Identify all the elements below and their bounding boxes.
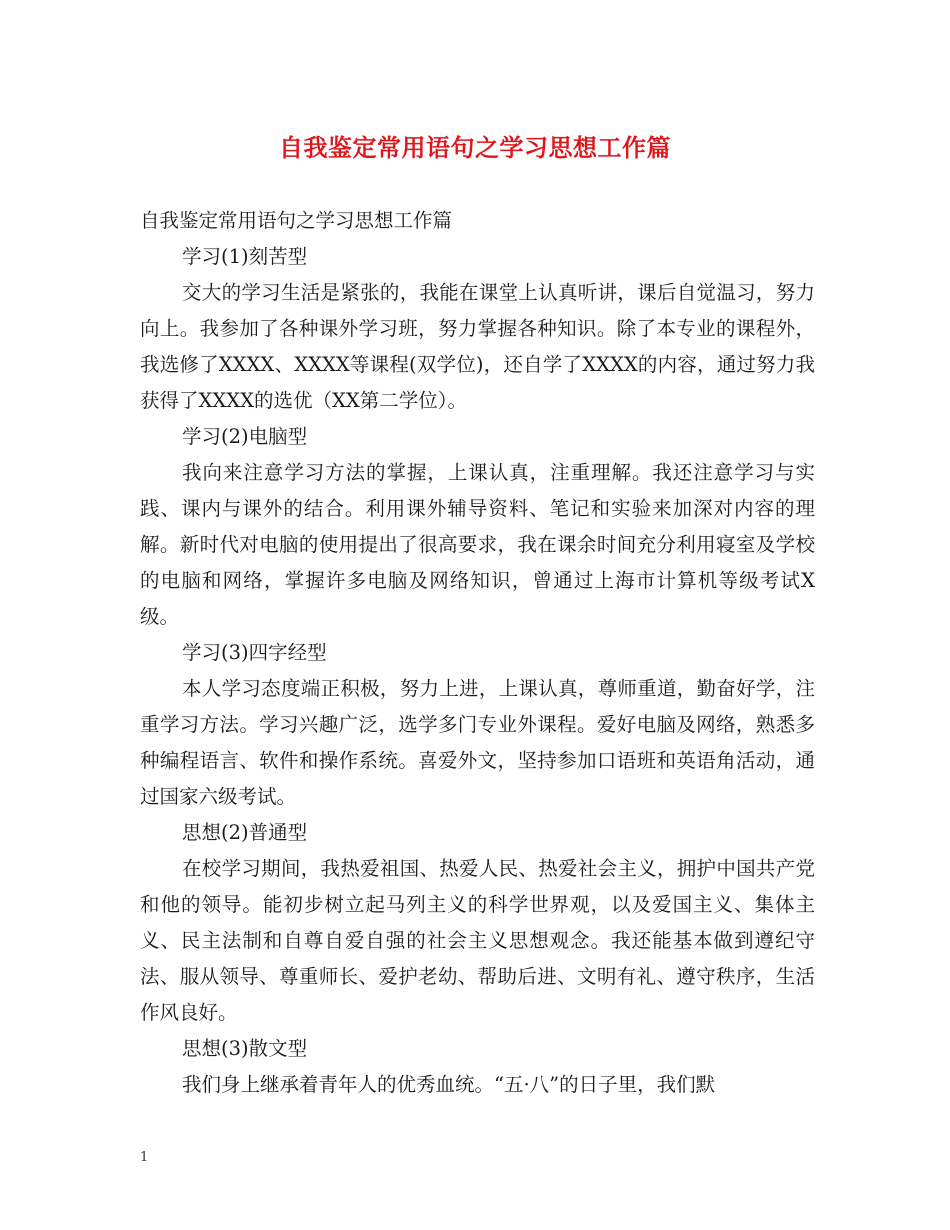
section-heading-study-1: 学习(1)刻苦型 bbox=[182, 245, 308, 268]
section-heading-study-2: 学习(2)电脑型 bbox=[182, 425, 308, 448]
document-body bbox=[140, 203, 815, 1103]
section-paragraph-study-2: 我向来注意学习方法的掌握，上课认真，注重理解。我还注意学习与实践、课内与课外的结合。利用课外辅导资料、笔记和实验来加深对内容的理解。新时代对电脑的使用提出了很高要求，我在课余时间充分利用寝室及学校的电脑和网络，掌握许多电脑及网络知识，曾通过上海市计算机等级考试X级。 bbox=[140, 461, 815, 628]
page-number: 1 bbox=[140, 1150, 149, 1165]
section-heading-thought-2: 思想(2)普通型 bbox=[182, 821, 308, 844]
section-heading-thought-3: 思想(3)散文型 bbox=[182, 1037, 308, 1060]
section-paragraph-thought-3: 我们身上继承着青年人的优秀血统。“五·八”的日子里，我们默 bbox=[182, 1073, 716, 1096]
document-title: 自我鉴定常用语句之学习思想工作篇 bbox=[279, 133, 671, 162]
section-paragraph-study-1: 交大的学习生活是紧张的，我能在课堂上认真听讲，课后自觉温习，努力向上。我参加了各种课外学习班，努力掌握各种知识。除了本专业的课程外，我选修了XXXX、XXXX等课程(双学位)，还自学了XXXX的内容，通过努力我获得了XXXX的选优（XX第二学位）。 bbox=[140, 281, 815, 412]
section-paragraph-study-3: 本人学习态度端正积极，努力上进，上课认真，尊师重道，勤奋好学，注重学习方法。学习兴趣广泛，选学多门专业外课程。爱好电脑及网络，熟悉多种编程语言、软件和操作系统。喜爱外文，坚持参加口语班和英语角活动，通过国家六级考试。 bbox=[140, 677, 815, 808]
section-heading-study-3: 学习(3)四字经型 bbox=[182, 641, 327, 664]
document-subtitle: 自我鉴定常用语句之学习思想工作篇 bbox=[140, 209, 453, 232]
section-paragraph-thought-2: 在校学习期间，我热爱祖国、热爱人民、热爱社会主义，拥护中国共产党和他的领导。能初步树立起马列主义的科学世界观，以及爱国主义、集体主义、民主法制和自尊自爱自强的社会主义思想观念。我还能基本做到遵纪守法、服从领导、尊重师长、爱护老幼、帮助后进、文明有礼、遵守秩序，生活作风良好。 bbox=[140, 857, 815, 1024]
